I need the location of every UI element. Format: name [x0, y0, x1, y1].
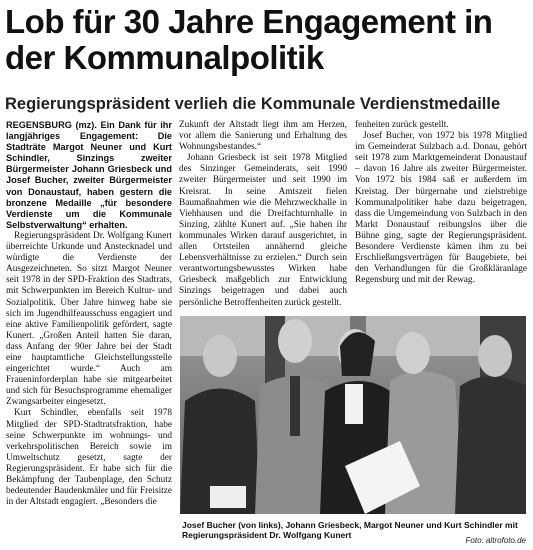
group-photo	[180, 316, 526, 514]
body-paragraph: Kurt Schindler, ebenfalls seit 1978 Mitglied der SPD-Stadtratsfraktion, habe seine Schwerpunkte im wohnungs- und verkehrspolitischen Bereich sowie im Umweltschutz gesetzt, sagte der Regierungspräsident. Er habe sich für die Bekämpfung der Taubenplage, den Schutz bedeutender Baudenkmäler und für Freisitze in der Altstadt engagiert. „Besonders die	[6, 408, 172, 508]
lead-paragraph: REGENSBURG (mz). Ein Dank für ihr langjähriges Engagement: Die Stadträte Margot Neuner und Kurt Schindler, Sinzings zweiter Bürgermeister Johann Griesbeck und Josef Bucher, zweiter Bürgermeister von Donaustauf, haben gestern die bronzene Medaille „für besondere Verdienste um die Kommunale Selbstverwaltung“ erhalten.	[6, 120, 172, 230]
headline: Lob für 30 Jahre Engagement in der Kommunalpolitik	[5, 3, 493, 76]
article-column-2	[179, 120, 347, 314]
subheadline: Regierungspräsident verlieh die Kommunale Verdienstmedaille	[5, 95, 501, 113]
article-column-1	[6, 120, 172, 548]
article-column-3	[355, 120, 527, 314]
body-paragraph: Johann Griesbeck ist seit 1978 Mitglied des Sinzinger Gemeinderats, seit 1990 zweiter Bürgermeister und seit 1990 im Kreisrat. In seine Amtszeit fielen Baumaßnahmen wie die Mehrzweckhalle in Viehhausen und die Dreifachturnhalle in Sinzing, zählte Kunert auf. „Sie haben ihr kommunales Wirken darauf ausgerichtet, in allen Ortsteilen annähernd gleiche Lebensverhältnisse zu erzielen.“ Durch sein verantwortungsbewusstes Wirken habe Griesbeck maßgeblich zur Entwicklung Sinzings beigetragen und dabei auch persönliche Betroffenheiten zurück gestellt.	[179, 153, 347, 308]
photo-credit: Foto: altrofoto.de	[465, 536, 526, 545]
body-paragraph: Regierungspräsident Dr. Wolfgang Kunert überreichte Urkunde und Anstecknadel und würdigte die Verdienste der Ausgezeichneten. So sitzt Margot Neuner seit 1978 in der SPD-Fraktion des Stadtrats, mit Schwerpunkten im Bereich Kultur- und Sozialpolitik. Über Jahre hinweg habe sie sich im Jugendhilfeausschuss engagiert und eine aktive Familienpolitik gefördert, sagte Kunert. „Großen Anteil hatten Sie daran, dass Anfang der 90er Jahre bei der Stadt eine hauptamtliche Gleichstellungsstelle eingerichtet wurde.“ Auch am Fraueninforderplan habe sie mitgearbeitet und sich für Besuchsprogramme ehemaliger Zwangsarbeiter eingesetzt.	[6, 230, 172, 408]
body-paragraph: Josef Bucher, von 1972 bis 1978 Mitglied im Gemeinderat Sulzbach a.d. Donau, gehört seit 1978 zum Marktgemeinderat Donaustauf – davon 16 Jahre als zweiter Bürgermeister. Von 1972 bis 1984 saß er außerdem im Kreistag. Der bürgernahe und zielstrebige Kommunalpolitiker habe dazu beigetragen, dass die Umgemeindung von Sulzbach in den Markt Donaustauf reibungslos über die Bühne ging, sagte der Regierungspräsident. Besondere Verdienste kämen ihm zu bei Erschließungsverträgen für Baugebiete, bei den Verhandlungen für die Großkläranlage Regensburg und mit der Rewag.	[355, 131, 527, 286]
body-paragraph: Zukunft der Altstadt liegt ihm am Herzen, vor allem die Sanierung und Erhaltung des Wohnungsbestandes.“	[179, 120, 347, 153]
photo-caption: Josef Bucher (von links), Johann Griesbeck, Margot Neuner und Kurt Schindler mit Regierungspräsident Dr. Wolfgang Kunert	[182, 520, 518, 541]
body-paragraph: fenheiten zurück gestellt.	[355, 120, 449, 130]
